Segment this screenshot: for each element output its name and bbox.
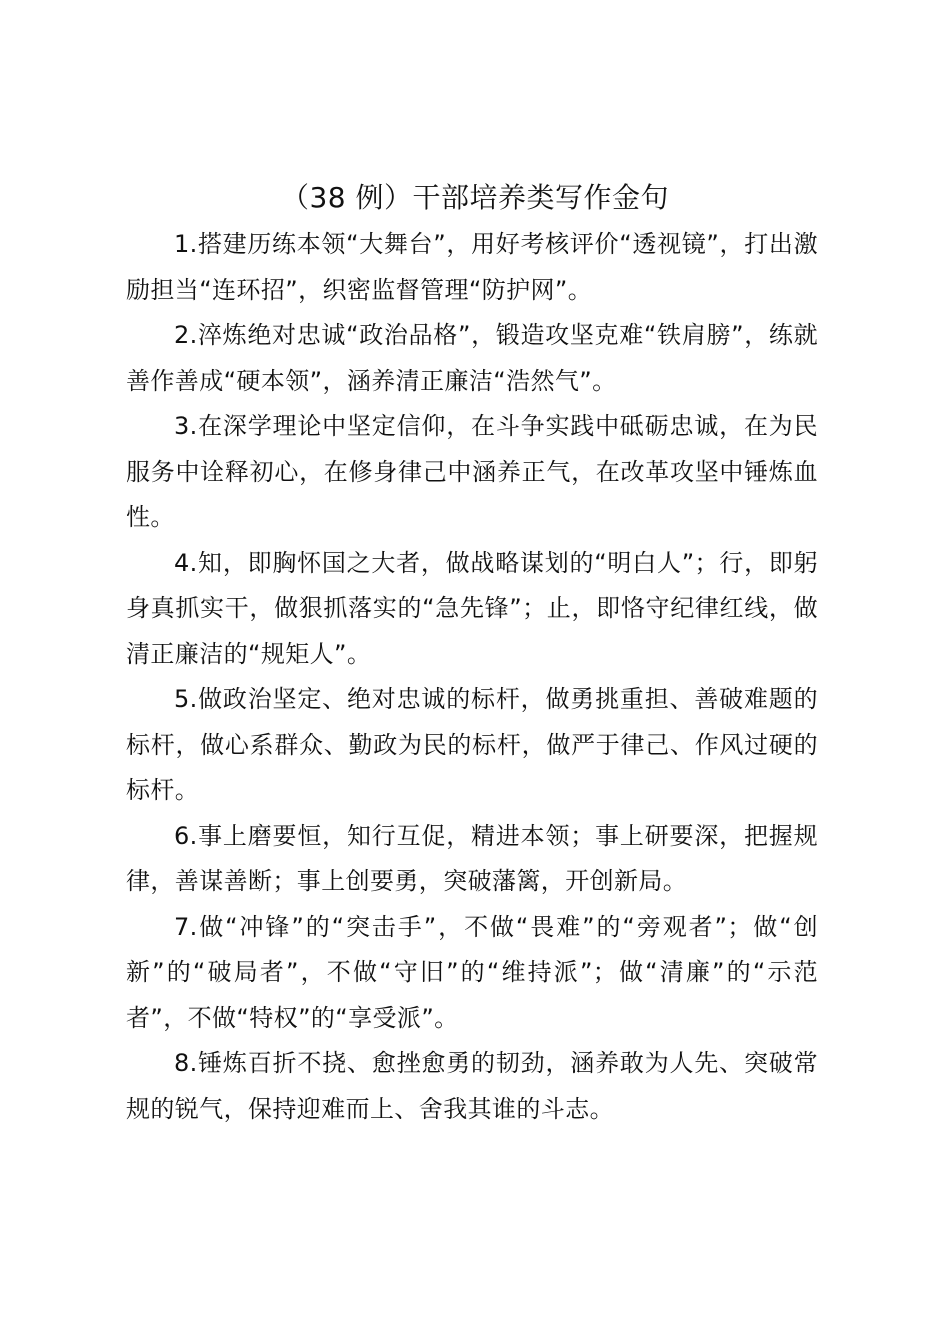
paragraph-3: 3.在深学理论中坚定信仰，在斗争实践中砥砺忠诚，在为民服务中诠释初心，在修身律己中涵养正气，在改革攻坚中锤炼血性。 xyxy=(126,412,818,531)
paragraph-5: 5.做政治坚定、绝对忠诚的标杆，做勇挑重担、善破难题的标杆，做心系群众、勤政为民的标杆，做严于律己、作风过硬的标杆。 xyxy=(126,685,818,804)
document-body xyxy=(126,222,818,1132)
paragraph-6: 6.事上磨要恒，知行互促，精进本领；事上研要深，把握规律，善谋善断；事上创要勇，突破藩篱，开创新局。 xyxy=(126,821,818,895)
paragraph-8: 8.锤炼百折不挠、愈挫愈勇的韧劲，涵养敢为人先、突破常规的锐气，保持迎难而上、舍我其谁的斗志。 xyxy=(126,1049,818,1123)
document-title: （38 例）干部培养类写作金句 xyxy=(280,181,670,214)
paragraph-1: 1.搭建历练本领“大舞台”，用好考核评价“透视镜”，打出激励担当“连环招”，织密监督管理“防护网”。 xyxy=(126,230,818,304)
paragraph-4: 4.知，即胸怀国之大者，做战略谋划的“明白人”；行，即躬身真抓实干，做狠抓落实的“急先锋”；止，即恪守纪律红线，做清正廉洁的“规矩人”。 xyxy=(126,548,818,668)
paragraph-2: 2.淬炼绝对忠诚“政治品格”，锻造攻坚克难“铁肩膀”，练就善作善成“硬本领”，涵养清正廉洁“浩然气”。 xyxy=(126,321,818,395)
paragraph-7: 7.做“冲锋”的“突击手”，不做“畏难”的“旁观者”；做“创新”的“破局者”，不做“守旧”的“维持派”；做“清廉”的“示范者”，不做“特权”的“享受派”。 xyxy=(126,912,818,1032)
